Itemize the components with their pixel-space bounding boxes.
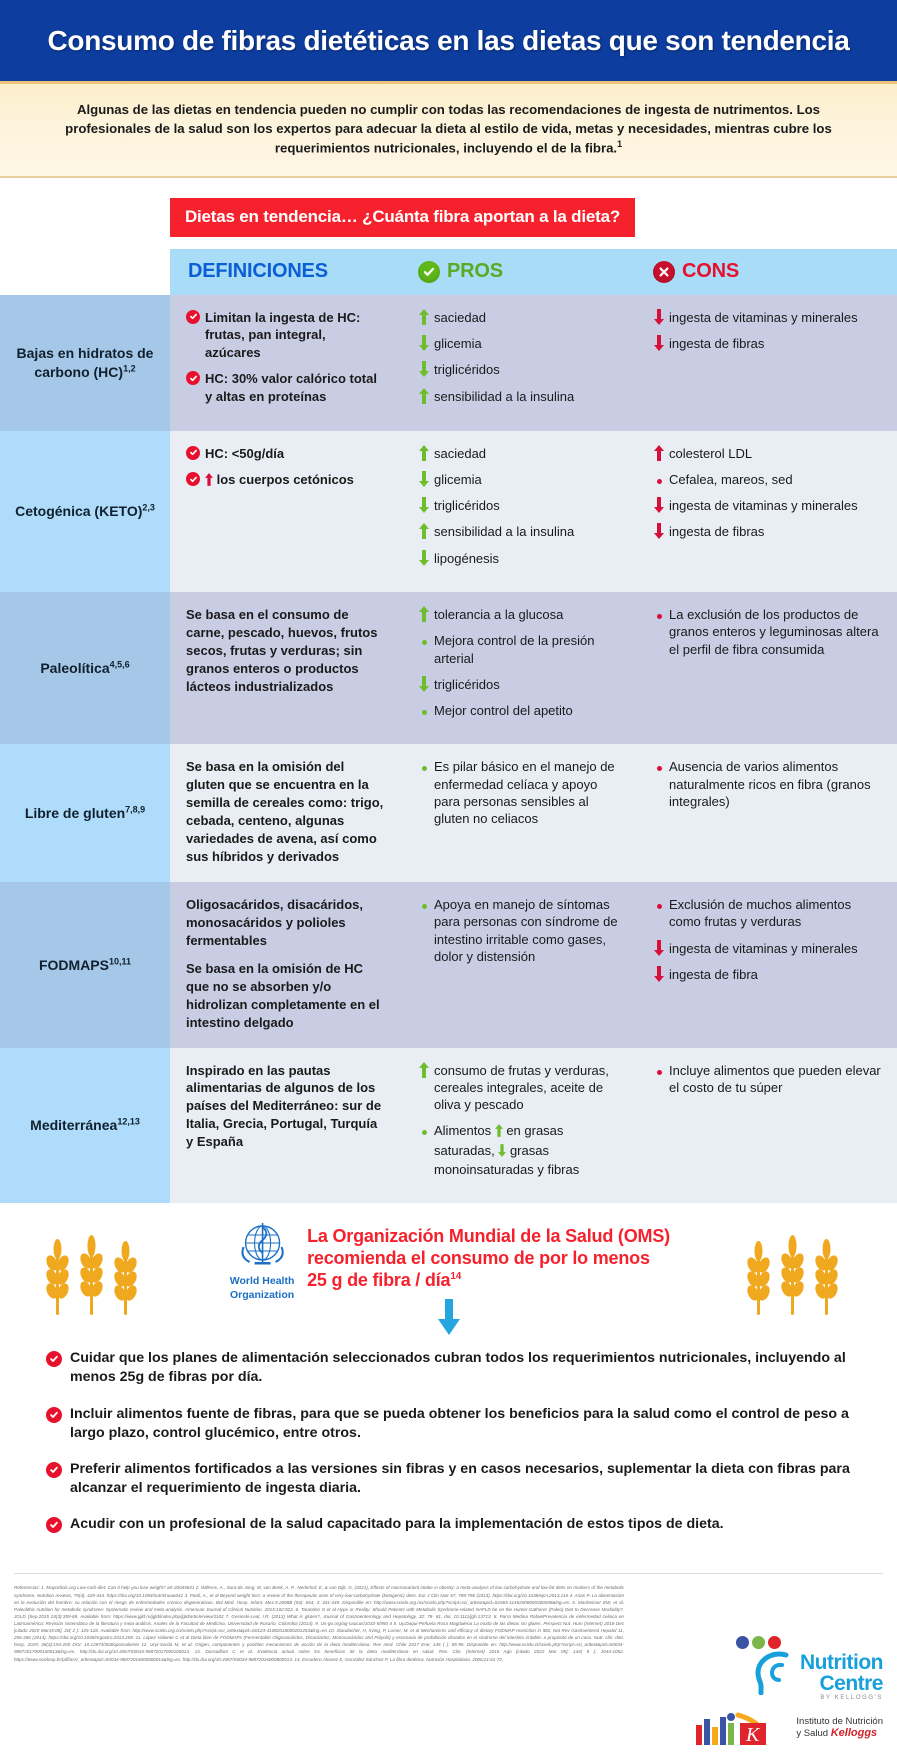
arrow-down-green-icon <box>417 361 431 381</box>
nutrition-centre-subtitle: BY KELLOGG'S <box>820 1695 883 1702</box>
arrow-up-red-icon <box>205 473 213 491</box>
definition-paragraph: Inspirado en las pautas alimentarias de algunos de los países del Mediterráneo: sur de Italia, Grecia, Portugal, Turquía y España <box>186 1062 382 1150</box>
definition-paragraph: Se basa en la omisión del gluten que se encuentra en la semilla de cereales como: trigo, cebada, centeno, algunas variedades de avena, así como sus híbridos y derivados <box>186 759 384 865</box>
dot-blue <box>736 1636 749 1649</box>
bullet-dot-red-icon <box>652 896 666 913</box>
diet-name: FODMAPS <box>38 956 109 973</box>
arrow-up-green-icon <box>495 1124 503 1141</box>
pros-cell <box>400 295 635 431</box>
pros-item-text: Mejor control del apetito <box>434 703 573 719</box>
arrow-down-green-icon <box>417 550 431 570</box>
diet-name-refs: 4,5,6 <box>109 659 130 670</box>
cons-item-text: La exclusión de los productos de granos enteros y leguminosas altera el perfil de fibra consumida <box>669 606 879 657</box>
diet-name-cell <box>0 431 170 592</box>
cons-cell <box>635 882 897 1048</box>
recommendation-text: Preferir alimentos fortificados a las versiones sin fibras y en casos necesarios, suplementar la dieta con fibras para alcanzar el requerimiento de ingesta diaria. <box>70 1460 850 1497</box>
definition-item <box>186 309 384 362</box>
pros-cell <box>400 1048 635 1204</box>
cons-item <box>651 606 881 658</box>
who-statement-line2: recomienda el consumo de por lo menos <box>307 1248 650 1269</box>
bullet-dot-red-icon <box>652 471 666 488</box>
definitions-cell <box>170 1048 400 1204</box>
table-row <box>0 882 897 1048</box>
cons-item-text: ingesta de vitaminas y minerales <box>669 309 858 325</box>
pros-item-text: tolerancia a la glucosa <box>434 606 564 622</box>
close-circle-icon <box>653 261 675 283</box>
arrow-down-red-icon <box>652 497 666 517</box>
definition-paragraph: Se basa en la omisión de HC que no se absorben y/o hidrolizan completamente en el intestino delgado <box>186 960 380 1030</box>
diet-name-refs: 2,3 <box>142 502 155 513</box>
who-statement-line3-wrap <box>307 1270 670 1292</box>
definitions-cell <box>170 431 400 592</box>
check-circle-small-icon <box>46 1407 62 1423</box>
definition-item-text: Limitan la ingesta de HC: frutas, pan integral, azúcares <box>205 309 361 360</box>
table-row <box>0 1048 897 1204</box>
table-row <box>0 295 897 431</box>
column-header-definitions <box>170 249 400 295</box>
diet-name: Mediterránea <box>30 1117 118 1134</box>
arrow-down-green-icon <box>417 471 431 491</box>
recommendation-item <box>46 1460 851 1498</box>
definition-lead: Oligosacáridos, disacáridos, monosacáridos y polioles fermentables <box>186 896 364 948</box>
diet-comparison-table <box>0 249 897 1203</box>
check-circle-small-icon <box>186 446 200 460</box>
table-row <box>0 431 897 592</box>
diet-table-section <box>0 178 897 1203</box>
bullet-dot-green-icon <box>417 1122 431 1139</box>
bullet-dot-red-icon <box>652 1062 666 1079</box>
cons-item-text: Ausencia de varios alimentos naturalmente ricos en fibra (granos integrales) <box>669 759 871 809</box>
recommendations-section <box>0 1341 897 1567</box>
arrow-down-green-icon <box>417 676 431 696</box>
cons-item-text: ingesta de fibras <box>669 524 765 540</box>
diet-name-cell <box>0 1048 170 1204</box>
cons-item <box>651 497 881 514</box>
arrow-up-green-icon <box>417 523 431 543</box>
cons-item-text: ingesta de fibra <box>669 966 758 982</box>
diet-name: Libre de gluten <box>24 805 126 822</box>
ins-mark-icon <box>694 1709 790 1747</box>
column-header-cons <box>635 249 897 295</box>
pros-item-text: triglicéridos <box>434 676 500 692</box>
pros-item-text: Mejora control de la presión arterial <box>434 633 595 666</box>
pros-item-text: triglicéridos <box>434 362 500 378</box>
definitions-cell <box>170 882 400 1048</box>
pros-item <box>416 702 619 719</box>
pros-item <box>416 632 619 667</box>
cons-item-text: ingesta de fibras <box>669 336 765 352</box>
pros-item-text: sensibilidad a la insulina <box>434 524 575 540</box>
definitions-cell <box>170 744 400 882</box>
cons-cell <box>635 431 897 592</box>
diet-name-refs: 12,13 <box>117 1116 140 1127</box>
dot-red <box>768 1636 781 1649</box>
intro-banner <box>0 84 897 178</box>
nutrition-centre-dots <box>633 1636 883 1649</box>
bullet-dot-green-icon <box>417 632 431 649</box>
arrow-up-green-icon <box>417 309 431 329</box>
pros-item <box>416 896 619 965</box>
definition-item <box>186 370 384 405</box>
pros-list <box>416 896 619 965</box>
pros-item-text: saciedad <box>434 309 487 325</box>
table-row <box>0 592 897 744</box>
bullet-dot-red-icon <box>652 758 666 775</box>
pros-list <box>416 758 619 827</box>
arrow-down-green-icon <box>498 1144 506 1161</box>
definition-paragraph: Se basa en el consumo de carne, pescado, huevos, frutos secos, frutas y verduras; sin granos enteros o productos lácteos industrializados <box>186 606 378 694</box>
definitions-cell <box>170 295 400 431</box>
arrow-down-red-icon <box>652 523 666 543</box>
diet-name-refs: 7,8,9 <box>125 804 146 815</box>
diet-name: Cetogénica (KETO) <box>15 503 143 520</box>
definition-item-text: HC: 30% valor calórico total y altas en proteínas <box>205 371 377 404</box>
pros-item <box>416 1122 619 1178</box>
cons-item <box>651 1062 881 1097</box>
arrow-down-red-icon <box>652 309 666 329</box>
recommendation-text: Cuidar que los planes de alimentación seleccionados cubran todos los requerimientos nutricionales, incluyendo al menos 25g de fibras por día. <box>70 1350 846 1386</box>
pros-item-text: consumo de frutas y verduras, cereales integrales, aceite de oliva y pescado <box>434 1062 609 1113</box>
cons-item <box>651 758 881 810</box>
pros-item <box>416 471 619 488</box>
check-circle-small-icon <box>186 371 200 385</box>
definition-item-text: HC: <50g/día <box>205 445 285 461</box>
pros-item <box>416 1062 619 1114</box>
intro-text <box>62 100 835 158</box>
who-logo-line1: World Health <box>229 1275 295 1288</box>
pros-item <box>416 497 619 514</box>
diet-name-refs: 1,2 <box>123 363 136 374</box>
pros-item <box>416 523 619 540</box>
intro-reference-sup: 1 <box>617 139 623 150</box>
cons-cell <box>635 1048 897 1204</box>
who-statement-line1: La Organización Mundial de la Salud (OMS) <box>307 1226 670 1247</box>
arrow-down-icon <box>434 1299 464 1342</box>
definitions-cell <box>170 592 400 744</box>
cons-item <box>651 523 881 540</box>
institute-line1-text: Instituto de Nutrición <box>796 1715 883 1727</box>
who-statement-ref: 14 <box>450 1271 462 1283</box>
pros-list <box>416 309 619 405</box>
definition-list <box>186 309 384 406</box>
pros-item <box>416 676 619 693</box>
nutrition-centre-logo <box>633 1636 883 1701</box>
cons-item <box>651 309 881 326</box>
pros-item-text: glicemia <box>434 471 482 487</box>
cons-label: CONS <box>682 260 739 283</box>
wheat-illustration-left <box>38 1233 158 1322</box>
institute-line2-text: y Salud <box>796 1728 829 1740</box>
pros-item-text: Apoya en manejo de síntomas para personas con síndrome de intestino irritable como gases, dolor y distensión <box>434 896 618 964</box>
cons-list <box>651 445 881 541</box>
page-title: Consumo de fibras dietéticas en las dietas que son tendencia <box>47 24 850 56</box>
pros-cell <box>400 882 635 1048</box>
who-statement-line3: 25 g de fibra / día <box>307 1270 451 1291</box>
pros-list <box>416 445 619 567</box>
cons-list <box>651 896 881 983</box>
pros-item <box>416 606 619 623</box>
institute-line1 <box>796 1717 883 1728</box>
arrow-up-red-icon <box>652 445 666 465</box>
cons-list <box>651 606 881 658</box>
cons-item <box>651 445 881 462</box>
references-text: Referencias: 1. Mayoclinic.org Low-carb-diet: Can it help you lose weight? art-20045831 2. Willems, A., Sura-de Jong, M, van Beek, A. P., Nederhof, E, & van Dijk, G, (2021), Effects of macronutrient intake in obesity: a meta-analysis of low carbohydrate and low-fat diets on markers of the metabolic syndrome, Nutrition reviews, 79(4), 429-444. https://doi.org/10.1093/nutrit/nuaa041 3. Paoli, A., et al Beyond weight loss: a review of the therapeutic uses of very-low-carbohydrate (ketogenic) diets. Eur J Clin Nutr 67, 789-796 (2013). https://doi.org/10.1038/ejcn.2013.116 4. Arias P. La alimentación en la evolución del hombre: su relación con el riesgo de enfermedades crónico degenerativas. Bol Med. Hosp. Infant. Mex.9.2008B (54): 654; 4: 431-449. Disponible en: http://www.scielo.org.mx/scielo.php?script=sci_arttext&pid=S1665-11462008000300048&lng=es. 5. Manheimer EW, et al. Paleolithic nutrition for metabolic syndrome: Systematic review and meta-analysis. American Journal of Clinical Nutrition. 2015;102:922. 6. Tarantino G et al Hype or Reality: Should Patients with Metabolic Syndrome-related NAFLD be on the Hunter-Gatherer (Paleo) Diet to Decrease Morbidity?. JGLD (Sep.2015 24(3):359-68. Available from: https://www.jgld.ro/jgld/index.php/jgld/article/view/1102 7. Gesinski-Leal, I.R. (2013) What is gluten?, Journal of Gastroenterology and Hepatology, 32: 78- 81. doi: 10.1111/jgh.13713. 8. Parra Medina RafaelPrevalencia de enfermedad celiaca en Latinoamérica: Revisión sistemática de la literatura y meta-análisis. Anales de la Facultad de Medicina, Universidad de Rosario, Colombia (2014). 9. Un-go.org/ag-caucus/1033-5/950 4 5. Uy,Daqui-Peñuela Rosa Magdalena La moda de las dietas sin gluten, Perspect Nut. Hum (Internet) 2018 Dec [citado 2020 Mar15:08], 20( 2 ): 125-128. Available from: http://www.scielo.org.co/scielo.php?script=sci_arttext&pid=S0124-41082018000201253&lng=en 10. Staudacher, H, Irving, P, Lomer, M. et al Mechanisms and efficacy of dietary FODMAP restriction in IBS, Nat Rev Gastroenterol Hepatol 11, 256-266 (2014). https://doi.org/10.1038/nrgastro.2013.259. 11. López Valiente C et al Dieta libre de FODMAPs (Fermentable Oligosacáridos, Disacáridos, Monosacáridos and Polyols) y escenario de prohibición dictados en el síndrome del intestino irritable: a propósito de un caso. Nutr. clín. diet. hosp. 2019; 36(3):194-200 DOI: 10.12873/363lopezvaliente 12. Urpi-Sarda M, et al. Origen, componentes y posibles mecanismos de acción de la dieta mediterránea. Rev med. Chile 2017 Ene; 145 ( ): 85-95. Disponible en: http://www.scielo.cl/scielo.php?script=sci_arttext&pid=S0034-98872017000100013&lng=es. http://dx.doi.org/10.4067/S0034-98872017000100013. 13. Dussaillant C et al. Evidencia actual sobre los beneficios de la dieta mediterránea en salud. Rev. Clin. (Internet) 2016 Ago [citado 2022 Mar 05]; 144( 8 ): 1044-1052. https://www.scielosp.br/pdf/ass/_arttext&pid=S0034-98872016000800014&lng=es. http://dx.doi.org/10.4067/S0034-98872016000800014. 14. Escudero Álvarez E, González Sánchez P. La fibra dietética. Nutrición Hospitalaria. 2006;21:61-72. <box>14 1585 624 1662</box>
pros-item-text: saciedad <box>434 445 487 461</box>
check-circle-small-icon <box>186 472 200 486</box>
pros-item-text: triglicéridos <box>434 498 500 514</box>
cons-item <box>651 471 881 488</box>
table-body <box>0 295 897 1203</box>
pros-item <box>416 361 619 378</box>
pros-item-text: lipogénesis <box>434 550 500 566</box>
arrow-up-green-icon <box>417 388 431 408</box>
pros-item <box>416 335 619 352</box>
recommendation-text: Incluir alimentos fuente de fibras, para que se pueda obtener los beneficios para la salud como el control de peso a largo plazo, control glucémico, entre otros. <box>70 1405 849 1441</box>
column-header-pros <box>400 249 635 295</box>
definition-item <box>186 471 384 491</box>
who-statement-group <box>227 1217 670 1301</box>
pros-cell <box>400 592 635 744</box>
recommendation-item <box>46 1349 851 1387</box>
head-profile-icon <box>752 1651 794 1695</box>
footer <box>14 1573 883 1754</box>
pros-item-text: sensibilidad a la insulina <box>434 388 575 404</box>
cons-item <box>651 940 881 957</box>
arrow-up-green-icon <box>417 606 431 626</box>
definition-item <box>186 445 384 463</box>
who-logo-line2: Organization <box>229 1288 295 1301</box>
recommendation-item <box>46 1405 851 1443</box>
definition-list <box>186 445 384 491</box>
banner-row <box>0 178 897 237</box>
arrow-down-red-icon <box>652 335 666 355</box>
pros-item <box>416 388 619 405</box>
institute-line2 <box>796 1727 883 1740</box>
cons-item-text: colesterol LDL <box>669 445 753 461</box>
wheat-illustration-right <box>739 1233 859 1322</box>
page-header <box>0 0 897 84</box>
cons-item-text: Incluye alimentos que pueden elevar el costo de tu súper <box>669 1062 881 1095</box>
diet-name: Bajas en hidratos de carbono (HC) <box>16 345 154 380</box>
check-circle-small-icon <box>186 310 200 324</box>
arrow-down-green-icon <box>417 335 431 355</box>
cons-item-text: Cefalea, mareos, sed <box>669 471 793 487</box>
check-circle-small-icon <box>46 1351 62 1367</box>
institute-brand: Kelloggs <box>830 1727 878 1740</box>
pros-cell <box>400 431 635 592</box>
pros-label: PROS <box>447 260 503 283</box>
cons-cell <box>635 592 897 744</box>
pros-item <box>416 309 619 326</box>
pros-item <box>416 445 619 462</box>
diet-name-cell <box>0 744 170 882</box>
check-circle-icon <box>418 261 440 283</box>
cons-item-text: Exclusión de muchos alimentos como frutas y verduras <box>669 896 852 930</box>
table-head <box>0 249 897 295</box>
cons-item-text: ingesta de vitaminas y minerales <box>669 940 858 956</box>
bullet-dot-green-icon <box>417 702 431 719</box>
cons-list <box>651 309 881 353</box>
cons-item <box>651 966 881 983</box>
diet-name-cell <box>0 882 170 1048</box>
diet-name-refs: 10,11 <box>108 956 132 967</box>
recommendation-item <box>46 1515 851 1534</box>
cons-list <box>651 758 881 810</box>
pros-cell <box>400 744 635 882</box>
svg-text:K: K <box>746 1724 760 1747</box>
pros-item-text: Alimentos en grasas saturadas, grasas monoinsaturadas y fibras <box>434 1123 580 1177</box>
cons-item <box>651 896 881 931</box>
who-recommendation-band <box>0 1203 897 1341</box>
who-logo <box>227 1217 297 1301</box>
bullet-dot-red-icon <box>652 606 666 623</box>
arrow-down-green-icon <box>417 497 431 517</box>
check-circle-small-icon <box>46 1462 62 1478</box>
nutrition-centre-line1: Nutrition <box>800 1651 883 1675</box>
arrow-down-red-icon <box>652 966 666 986</box>
definitions-label: DEFINICIONES <box>188 260 328 283</box>
recommendations-list <box>46 1349 851 1534</box>
pros-list <box>416 606 619 719</box>
arrow-up-green-icon <box>417 1062 431 1082</box>
bullet-dot-green-icon <box>417 758 431 775</box>
intro-paragraph: Algunas de las dietas en tendencia pueden no cumplir con todas las recomendaciones de ingesta de nutrimentos. Los profesionales de la salud son los expertos para adecuar la dieta al estilo de vida, metas y necesidades, mientras cubre los requerimientos nutricionales, incluyendo el de la fibra. <box>65 102 832 156</box>
dot-green <box>752 1636 765 1649</box>
pros-list <box>416 1062 619 1179</box>
pros-item-text: Es pilar básico en el manejo de enfermedad celíaca y apoyo para personas sensibles al gluten no celiacos <box>434 759 615 827</box>
who-statement <box>307 1226 670 1292</box>
table-banner: Dietas en tendencia… ¿Cuánta fibra aportan a la dieta? <box>170 198 635 237</box>
institute-logo <box>633 1709 883 1747</box>
recommendation-text: Acudir con un profesional de la salud capacitado para la implementación de estos tipos de dieta. <box>70 1516 724 1533</box>
check-circle-small-icon <box>46 1517 62 1533</box>
nutrition-centre-line2: Centre <box>819 1672 883 1696</box>
diet-name: Paleolítica <box>40 660 110 677</box>
pros-item-text: glicemia <box>434 336 482 352</box>
bullet-dot-green-icon <box>417 896 431 913</box>
diet-name-cell <box>0 592 170 744</box>
cons-item-text: ingesta de vitaminas y minerales <box>669 498 858 514</box>
who-emblem-icon <box>236 1217 288 1269</box>
table-row <box>0 744 897 882</box>
cons-cell <box>635 295 897 431</box>
cons-item <box>651 335 881 352</box>
cons-list <box>651 1062 881 1097</box>
pros-item <box>416 758 619 827</box>
footer-logos <box>633 1636 883 1747</box>
arrow-down-red-icon <box>652 940 666 960</box>
arrow-up-green-icon <box>417 445 431 465</box>
diet-name-cell <box>0 295 170 431</box>
header-spacer <box>0 249 170 295</box>
definition-item-text: los cuerpos cetónicos <box>216 472 354 488</box>
cons-cell <box>635 744 897 882</box>
pros-item <box>416 550 619 567</box>
